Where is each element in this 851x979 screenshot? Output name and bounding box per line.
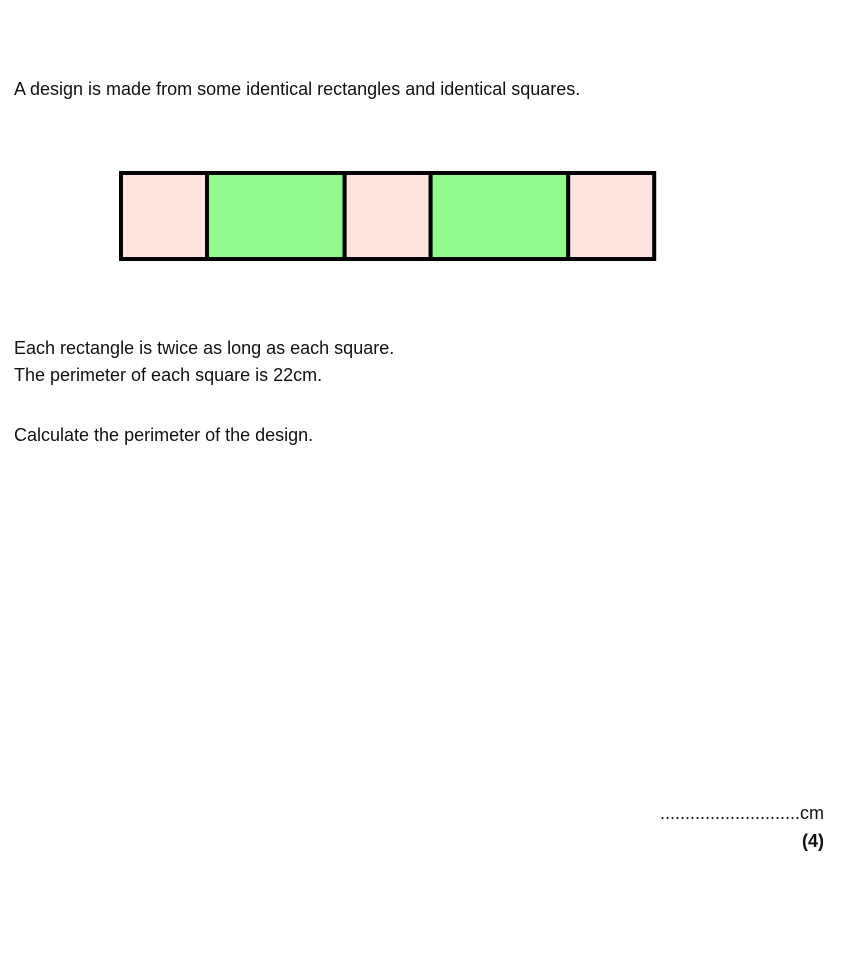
statement-rectangle-length: Each rectangle is twice as long as each square. [14,338,395,358]
rectangle-shape [207,173,345,259]
question-intro: A design is made from some identical rectangles and identical squares. [14,79,581,99]
square-shape [121,173,207,259]
square-shape [345,173,431,259]
square-shape [568,173,654,259]
statement-square-perimeter: The perimeter of each square is 22cm. [14,365,323,385]
rectangle-shape [431,173,569,259]
question-task: Calculate the perimeter of the design. [14,425,314,445]
answer-line[interactable]: ............................cm [659,803,824,823]
marks-label: (4) [802,831,824,851]
